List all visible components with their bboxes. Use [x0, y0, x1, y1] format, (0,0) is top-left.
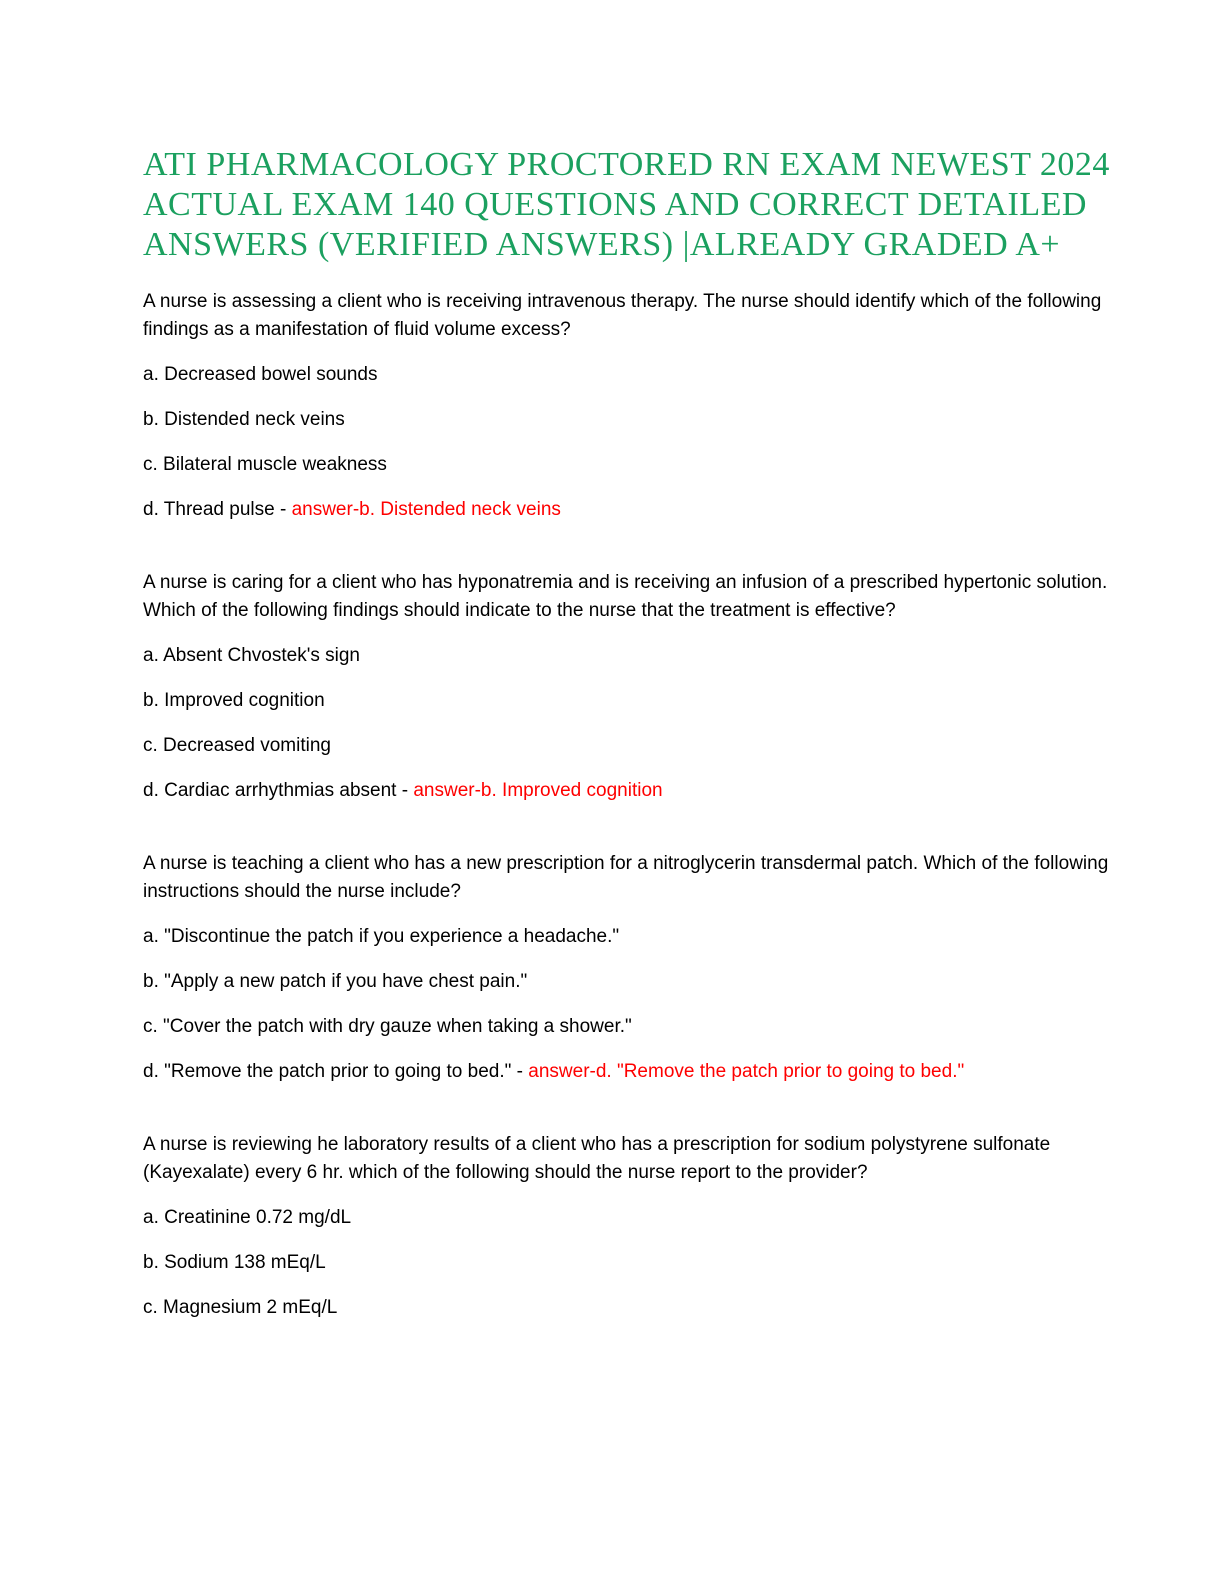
answer-option-a	[143, 923, 1128, 951]
answer-option-d	[143, 496, 1128, 524]
question-block-3	[143, 850, 1128, 1086]
answer-option-a	[143, 361, 1128, 389]
answer-option-d	[143, 777, 1128, 805]
document-title-line: ANSWERS (VERIFIED ANSWERS) |ALREADY GRADED A+	[143, 226, 1061, 263]
answer-option-a	[143, 1204, 1128, 1232]
option-text: a. Creatinine 0.72 mg/dL	[143, 1207, 352, 1228]
answer-option-a	[143, 642, 1128, 670]
answer-option-c	[143, 1294, 1128, 1322]
question-block-2	[143, 569, 1128, 805]
option-text: c. Bilateral muscle weakness	[143, 454, 387, 475]
answer-option-b	[143, 406, 1128, 434]
question-stem: A nurse is reviewing he laboratory results of a client who has a prescription for sodium polystyrene sulfonate (Kayexalate) every 6 hr. which of the following should the nurse report to the provider?	[143, 1134, 1051, 1183]
option-text: a. Absent Chvostek's sign	[143, 645, 360, 666]
document-title-line: ATI PHARMACOLOGY PROCTORED RN EXAM NEWEST 2024	[143, 146, 1110, 183]
option-text: b. "Apply a new patch if you have chest pain."	[143, 971, 528, 992]
option-text: d. Cardiac arrhythmias absent -	[143, 780, 414, 801]
answer-option-b	[143, 1249, 1128, 1277]
correct-answer-text: answer-b. Improved cognition	[413, 780, 663, 801]
answer-option-c	[143, 451, 1128, 479]
option-text: b. Distended neck veins	[143, 409, 345, 430]
question-stem: A nurse is assessing a client who is receiving intravenous therapy. The nurse should identify which of the following findings as a manifestation of fluid volume excess?	[143, 291, 1102, 340]
question-stem: A nurse is teaching a client who has a new prescription for a nitroglycerin transdermal patch. Which of the following instructions should the nurse include?	[143, 853, 1109, 902]
answer-option-d	[143, 1058, 1128, 1086]
question-block-1	[143, 288, 1128, 524]
correct-answer-text: answer-b. Distended neck veins	[291, 499, 561, 520]
option-text: d. "Remove the patch prior to going to bed." -	[143, 1061, 529, 1082]
answer-option-b	[143, 687, 1128, 715]
answer-option-c	[143, 732, 1128, 760]
answer-option-b	[143, 968, 1128, 996]
document-title	[143, 145, 1128, 265]
question-block-4	[143, 1131, 1128, 1322]
question-stem: A nurse is caring for a client who has hyponatremia and is receiving an infusion of a prescribed hypertonic solution. Which of the following findings should indicate to the nurse that the treatment is effective?	[143, 572, 1108, 621]
option-text: d. Thread pulse -	[143, 499, 292, 520]
document-title-line: ACTUAL EXAM 140 QUESTIONS AND CORRECT DETAILED	[143, 186, 1087, 223]
option-text: c. Decreased vomiting	[143, 735, 331, 756]
option-text: b. Sodium 138 mEq/L	[143, 1252, 326, 1273]
option-text: c. Magnesium 2 mEq/L	[143, 1297, 338, 1318]
option-text: a. Decreased bowel sounds	[143, 364, 378, 385]
option-text: b. Improved cognition	[143, 690, 325, 711]
answer-option-c	[143, 1013, 1128, 1041]
option-text: a. "Discontinue the patch if you experience a headache."	[143, 926, 620, 947]
option-text: c. "Cover the patch with dry gauze when taking a shower."	[143, 1016, 632, 1037]
correct-answer-text: answer-d. "Remove the patch prior to going to bed."	[528, 1061, 965, 1082]
